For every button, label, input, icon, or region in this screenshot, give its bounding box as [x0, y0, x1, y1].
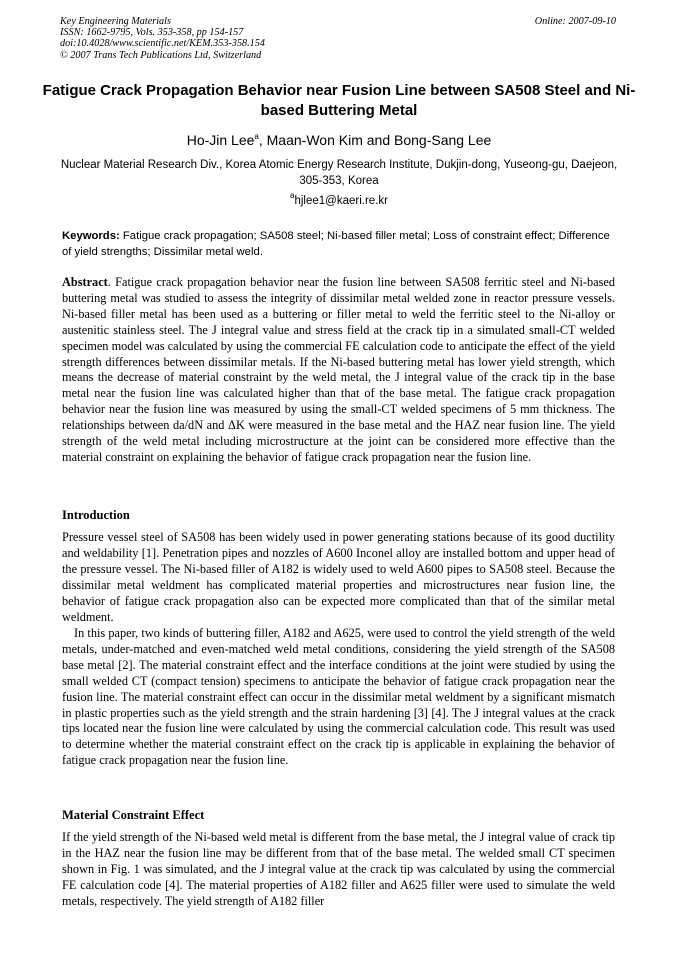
abstract — [62, 275, 615, 466]
author-superscript: a — [254, 132, 259, 141]
keywords-text: Fatigue crack propagation; SA508 steel; Ni-based filler metal; Loss of constraint effect; Difference of yield strengths; Dissimilar metal weld. — [62, 230, 610, 258]
abstract-text: . Fatigue crack propagation behavior near the fusion line between SA508 ferritic steel and Ni-based buttering metal was studied to assess the integrity of dissimilar metal welded zone in reactor pressure vessels. Ni-based filler metal has been used as a buttering or filler metal to weld the ferritic steel to the Ni-alloy or austenitic stainless steel. The J integral value and stress field at the crack tip in a simulated small-CT welded specimen model was calculated by using the commercial FE calculation code to anticipate the effect of the yield strength differences between dissimilar metals. If the Ni-based buttering metal has lower yield strength, which means the decrease of material constraint by the weld metal, the J integral value of the crack tip in the base metal near the fusion line was calculated higher than that of the base metal. The fatigue crack propagation behavior near the fusion line was measured by using the small-CT welded specimens of 5 mm thickness. The relationships between da/dN and ΔK were measured in the base metal and the HAZ near fusion line. The yield strength of the weld metal including microstructure at the joint can be considered more effective than the material constraint on explaining the behavior of fatigue crack propagation near the fusion line. — [62, 275, 615, 464]
journal-header — [60, 16, 616, 61]
abstract-label: Abstract — [62, 275, 108, 289]
introduction-paragraph-2: In this paper, two kinds of buttering filler, A182 and A625, were used to control the yield strength of the weld metals, under-matched and even-matched weld metal conditions, considering the yield strength of the SA508 base metal [2]. The material constraint effect and the interface conditions at the joint were studied by using the small welded CT (compact tension) specimens to anticipate the behavior of fatigue crack propagation near the fusion line. The material constraint effect can occur in the dissimilar metal weldment by a significant mismatch in plastic properties such as the yield strength and the strain hardening [3] [4]. The J integral values at the crack tips located near the fusion line were calculated by using the commercial calculation code. This result was used to determine whether the material constraint effect on the crack tip is applicable in explaining the behavior of fatigue crack propagation near the fusion line. — [62, 626, 615, 768]
journal-name: Key Engineering Materials — [60, 16, 171, 27]
author-name: Ho-Jin Lee — [186, 132, 255, 148]
paper-title: Fatigue Crack Propagation Behavior near Fusion Line between SA508 Steel and Ni-based Buttering Metal — [42, 82, 636, 119]
online-date: Online: 2007-09-10 — [534, 16, 616, 27]
keywords — [62, 229, 615, 260]
email-line — [40, 193, 638, 209]
author-list — [40, 131, 638, 149]
material-constraint-heading: Material Constraint Effect — [62, 808, 205, 822]
affiliation: Nuclear Material Research Div., Korea Atomic Energy Research Institute, Dukjin-dong, Yuseong-gu, Daejeon, 305-353, Korea — [60, 159, 618, 187]
introduction-paragraph-1: Pressure vessel steel of SA508 has been widely used in power generating stations because of its good ductility and weldability [1]. Penetration pipes and nozzles of A600 Inconel alloy are installed bottom and upper head of the pressure vessel. The Ni-based filler of A182 is widely used to weld A600 pipes to SA508 steel. Because the dissimilar metal weldment has complicated material properties and microstructures near fusion line, the behavior of fatigue crack propagation also can be expected more complicated than that of the similar metal weldment. — [62, 530, 615, 624]
material-constraint-paragraph-1: If the yield strength of the Ni-based weld metal is different from the base metal, the J integral value of crack tip in the HAZ near the fusion line may be different from that of the base metal. The welded small CT specimen shown in Fig. 1 was simulated, and the J integral value at the crack tip was calculated by using the commercial FE calculation code [4]. The material properties of A182 filler and A625 filler were used to simulate the weld metals, respectively. The yield strength of A182 filler — [62, 830, 615, 908]
copyright-line: © 2007 Trans Tech Publications Ltd, Switzerland — [60, 49, 262, 61]
keywords-label: Keywords: — [62, 230, 120, 242]
other-authors: , Maan-Won Kim and Bong-Sang Lee — [258, 132, 492, 148]
doi-line: doi:10.4028/www.scientific.net/KEM.353-358.154 — [60, 38, 265, 50]
issn-line: ISSN: 1662-9795, Vols. 353-358, pp 154-157 — [60, 27, 244, 39]
email-superscript: a — [290, 191, 295, 200]
email-address: hjlee1@kaeri.re.kr — [294, 195, 388, 207]
introduction-heading: Introduction — [62, 508, 130, 522]
